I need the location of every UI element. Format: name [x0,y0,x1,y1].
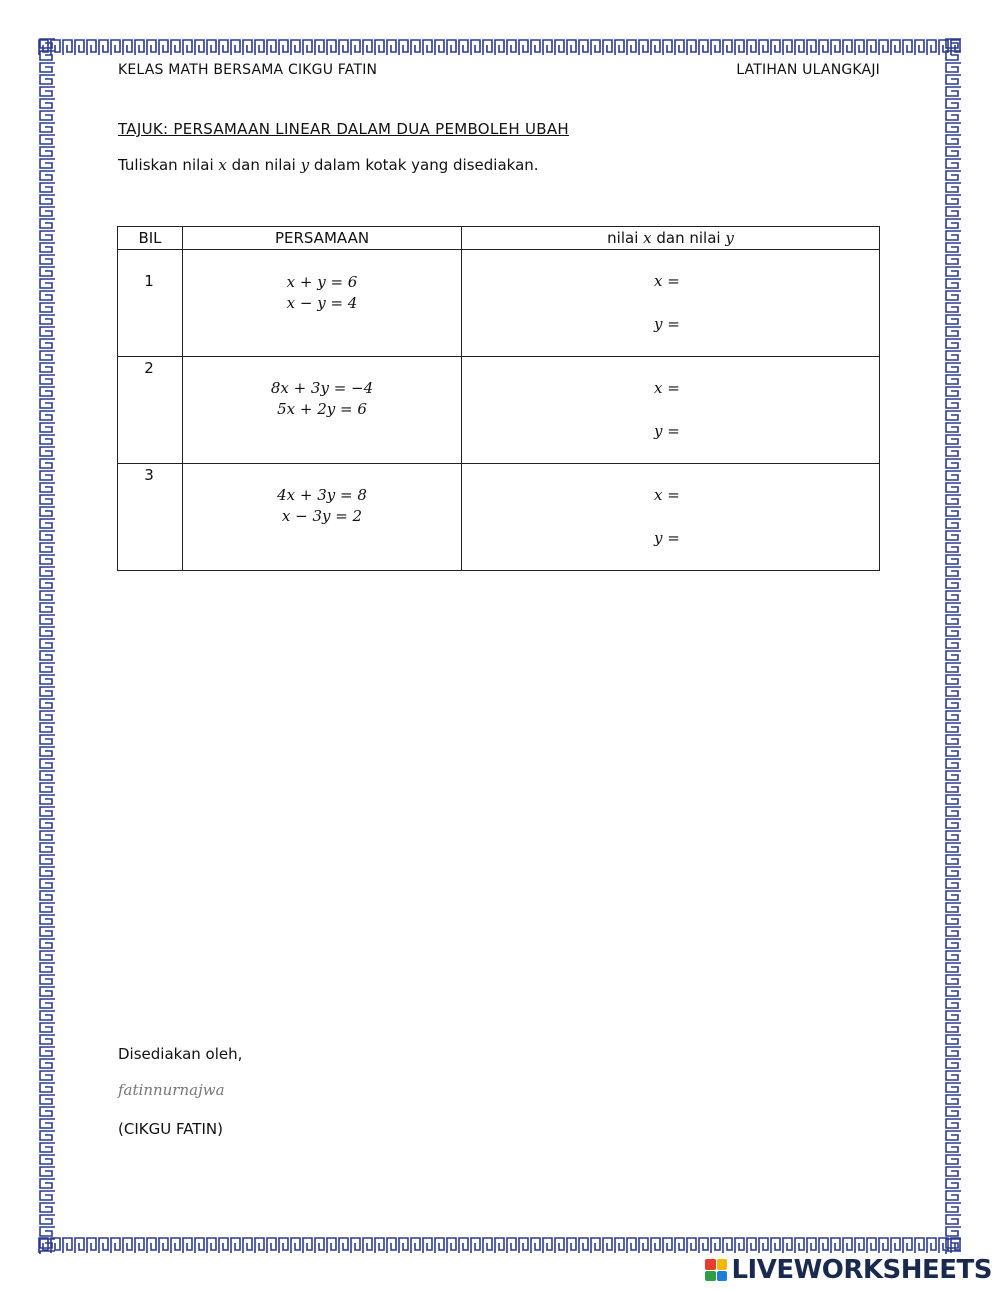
answer-x-label: x = [654,379,680,397]
answer-y-label: y = [654,315,680,333]
decorative-border-bottom [38,1236,962,1254]
table-row [118,464,880,571]
liveworksheets-logo-icon [705,1259,727,1281]
instruction-text [118,156,539,174]
bil-number: 1 [144,272,154,290]
liveworksheets-logo[interactable] [705,1255,992,1285]
header-persamaan: PERSAMAAN [183,227,462,250]
answer-cell[interactable] [462,464,880,571]
instruction-var-x: x [218,156,227,174]
equation-2: x − 3y = 2 [281,507,363,525]
decorative-border-top [38,38,962,56]
bil-number: 3 [144,466,154,484]
equation-1: 4x + 3y = 8 [277,486,367,504]
table-row [118,250,880,357]
header-class-name: KELAS MATH BERSAMA CIKGU FATIN [118,62,378,78]
instruction-part-1: Tuliskan nilai [118,156,219,174]
equation-1: x + y = 6 [286,273,358,291]
table-row [118,357,880,464]
header-nilai-x: x [643,229,652,247]
bil-number: 2 [144,359,154,377]
header-nilai-y: y [725,229,734,247]
header-worksheet-type: LATIHAN ULANGKAJI [736,62,880,78]
equation-1: 8x + 3y = −4 [270,379,374,397]
bil-cell [118,250,183,357]
answer-y-label: y = [654,422,680,440]
decorative-border-left [38,38,56,1254]
liveworksheets-logo-text: LIVEWORKSHEETS [731,1255,992,1285]
answer-cell[interactable] [462,250,880,357]
decorative-border-right [944,38,962,1254]
header-nilai [462,227,880,250]
signature: fatinnurnajwa [118,1081,225,1099]
equation-cell [183,464,462,571]
answer-x-label: x = [654,486,680,504]
answer-cell[interactable] [462,357,880,464]
teacher-name: (CIKGU FATIN) [118,1120,223,1138]
instruction-part-2: dan nilai [226,156,301,174]
instruction-var-y: y [300,156,310,174]
header-bil: BIL [118,227,183,250]
equation-2: 5x + 2y = 6 [277,400,367,418]
bil-cell [118,357,183,464]
prepared-by-label: Disediakan oleh, [118,1045,243,1063]
answer-x-label: x = [654,272,680,290]
equations-table [117,226,880,571]
page-title: TAJUK: PERSAMAAN LINEAR DALAM DUA PEMBOLEH UBAH [118,120,569,138]
equation-cell [183,250,462,357]
equation-cell [183,357,462,464]
table-header-row [118,227,880,250]
header-nilai-mid: dan nilai [651,229,726,247]
equation-2: x − y = 4 [286,294,358,312]
instruction-part-3: dalam kotak yang disediakan. [309,156,539,174]
answer-y-label: y = [654,529,680,547]
header-nilai-prefix: nilai [607,229,644,247]
bil-cell [118,464,183,571]
